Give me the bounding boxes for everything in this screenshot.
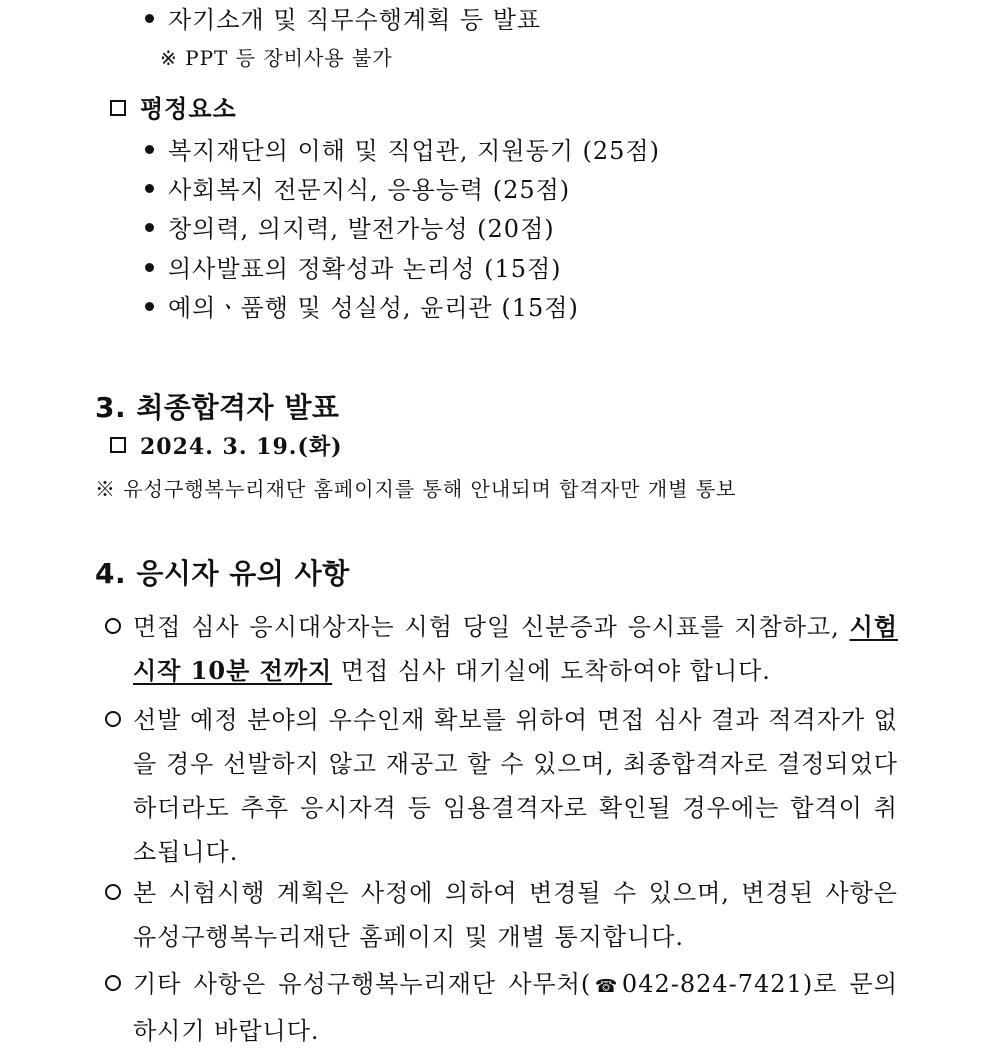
section4-heading: 4. 응시자 유의 사항 (95, 557, 350, 590)
interview-bullet (145, 5, 541, 35)
criteria-item (145, 254, 562, 284)
notice-text: 면접 심사 응시대상자는 시험 당일 신분증과 응시표를 지참하고, (133, 613, 850, 641)
circle-bullet-icon (105, 871, 135, 915)
criteria-heading-text: 평정요소 (140, 94, 237, 123)
notice-text: 기타 사항은 유성구행복누리재단 사무처( (133, 970, 592, 998)
bullet-dot (145, 145, 154, 154)
bullet-dot (145, 184, 154, 193)
criteria-item (145, 293, 579, 323)
phone-icon: ☎ (591, 976, 622, 997)
ppt-note: ※ PPT 등 장비사용 불가 (160, 46, 393, 70)
criteria-text: 창의력, 의지력, 발전가능성 (20점) (168, 215, 555, 243)
circle-bullet-icon (105, 962, 135, 1006)
bullet-dot (145, 263, 154, 272)
criteria-text: 의사발표의 정확성과 논리성 (15점) (168, 255, 562, 283)
notice-item-2: 선발 예정 분야의 우수인재 확보를 위하여 면접 심사 결과 적격자가 없을 경우 선발하지 않고 재공고 할 수 있으며, 최종합격자로 결정되었다 하더라도 추후 응시자격 등 임용결격자로 확인될 경우에는 합격이 취소됩니다. (133, 706, 898, 866)
criteria-item (145, 214, 555, 244)
notice-text: )로 문의하시기 바랍니다. (133, 970, 899, 1045)
announcement-date (110, 432, 343, 462)
interview-bullet-text: 자기소개 및 직무수행계획 등 발표 (168, 6, 542, 34)
criteria-item (145, 136, 660, 166)
checkbox-square-icon (110, 100, 126, 116)
notice-text: 면접 심사 대기실에 도착하여야 합니다. (332, 657, 771, 685)
criteria-text: 복지재단의 이해 및 직업관, 지원동기 (25점) (168, 137, 660, 165)
bullet-dot (145, 223, 154, 232)
announcement-note: ※ 유성구행복누리재단 홈페이지를 통해 안내되며 합격자만 개별 통보 (95, 477, 737, 501)
notice-item-1 (133, 605, 898, 693)
notice-item-3: 본 시험시행 계획은 사정에 의하여 변경될 수 있으며, 변경된 사항은 유성구행복누리재단 홈페이지 및 개별 통지합니다. (133, 879, 898, 951)
bullet-dot (145, 302, 154, 311)
section3-heading: 3. 최종합격자 발표 (95, 391, 340, 424)
bullet-dot (145, 14, 154, 23)
notice-item-4 (133, 962, 898, 1053)
notice-emphasis: 시험 시작 10분 전까지 (133, 612, 898, 685)
circle-bullet-icon (105, 698, 135, 742)
criteria-text: 예의ㆍ품행 및 성실성, 윤리관 (15점) (168, 294, 579, 322)
announcement-date-text: 2024. 3. 19.(화) (140, 434, 343, 460)
criteria-heading (110, 94, 237, 124)
checkbox-square-icon (110, 437, 126, 453)
criteria-text: 사회복지 전문지식, 응용능력 (25점) (168, 176, 571, 204)
circle-bullet-icon (105, 605, 135, 649)
phone-number: 042-824-7421 (621, 970, 803, 998)
criteria-item (145, 175, 570, 205)
